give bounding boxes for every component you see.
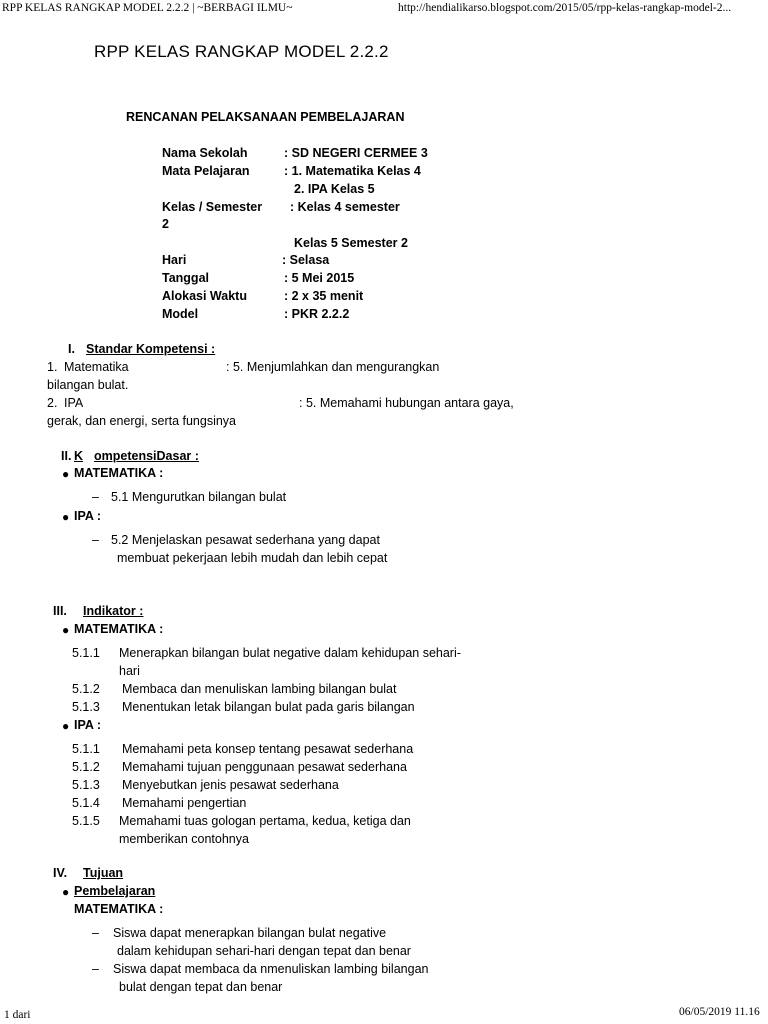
indikator-mat-num-1: 5.1.1	[72, 646, 100, 660]
indikator-ipa-label: IPA :	[74, 718, 102, 732]
indikator-mat-text-3: Menentukan letak bilangan bulat pada garis bilangan	[122, 700, 415, 714]
bullet-icon: ●	[62, 623, 70, 637]
indikator-ipa-text-5: Memahami tuas gologan pertama, kedua, ketiga dan	[119, 814, 411, 828]
alokasi-value: : 2 x 35 menit	[284, 289, 364, 303]
standar-item-1-cont: bilangan bulat.	[47, 378, 129, 392]
print-header-url[interactable]: http://hendialikarso.blogspot.com/2015/05/rpp-kelas-rangkap-model-2...	[398, 2, 732, 14]
tujuan-numeral: IV.	[53, 866, 68, 880]
dash-icon: –	[92, 533, 99, 547]
indikator-ipa-text-4: Memahami pengertian	[122, 796, 247, 810]
page-title: RPP KELAS RANGKAP MODEL 2.2.2	[94, 42, 389, 61]
kelas-semester-value-1: : Kelas 4 semester	[290, 200, 400, 214]
standar-item-1-text: : 5. Menjumlahkan dan mengurangkan	[226, 360, 440, 374]
bullet-icon: ●	[62, 719, 70, 733]
print-footer-datetime: 06/05/2019 11.16	[679, 1006, 760, 1018]
indikator-numeral: III.	[53, 604, 67, 618]
indikator-ipa-num-1: 5.1.1	[72, 742, 100, 756]
tujuan-item-2-cont: bulat dengan tepat dan benar	[119, 980, 283, 994]
model-label: Model	[162, 307, 199, 321]
tujuan-heading: Tujuan	[83, 866, 124, 880]
print-header-title: RPP KELAS RANGKAP MODEL 2.2.2 | ~BERBAGI ILMU~	[2, 2, 293, 14]
kompetensi-ipa-item-1: 5.2 Menjelaskan pesawat sederhana yang dapat	[111, 533, 380, 547]
bullet-icon: ●	[62, 467, 70, 481]
indikator-mat-num-3: 5.1.3	[72, 700, 100, 714]
dash-icon: –	[92, 962, 99, 976]
indikator-ipa-num-3: 5.1.3	[72, 778, 100, 792]
indikator-mat-cont-1: hari	[119, 664, 140, 678]
standar-item-1-subject: Matematika	[64, 360, 129, 374]
bullet-icon: ●	[62, 510, 70, 524]
tujuan-mat-label: MATEMATIKA :	[74, 902, 164, 916]
indikator-ipa-text-3: Menyebutkan jenis pesawat sederhana	[122, 778, 339, 792]
mata-pelajaran-value-1: : 1. Matematika Kelas 4	[284, 164, 421, 178]
kompetensi-mat-label: MATEMATIKA :	[74, 466, 164, 480]
model-value: : PKR 2.2.2	[284, 307, 350, 321]
alokasi-label: Alokasi Waktu	[162, 289, 247, 303]
tujuan-pembelajaran: Pembelajaran	[74, 884, 156, 898]
indikator-mat-num-2: 5.1.2	[72, 682, 100, 696]
kompetensi-ipa-label: IPA :	[74, 509, 102, 523]
indikator-mat-text-1: Menerapkan bilangan bulat negative dalam kehidupan sehari-	[119, 646, 461, 660]
indikator-heading: Indikator :	[83, 604, 144, 618]
dash-icon: –	[92, 926, 99, 940]
tujuan-item-2: Siswa dapat membaca da nmenuliskan lambing bilangan	[113, 962, 429, 976]
kompetensi-heading-k: K	[74, 449, 84, 463]
doc-subtitle: RENCANAN PELAKSANAAN PEMBELAJARAN	[126, 110, 405, 124]
kompetensi-ipa-item-2: membuat pekerjaan lebih mudah dan lebih cepat	[117, 551, 388, 565]
kelas-semester-wrap: 2	[162, 217, 169, 231]
standar-item-2-num: 2.	[47, 396, 58, 410]
indikator-ipa-num-5: 5.1.5	[72, 814, 100, 828]
indikator-mat-text-2: Membaca dan menuliskan lambing bilangan bulat	[122, 682, 397, 696]
indikator-ipa-cont-5: memberikan contohnya	[119, 832, 249, 846]
tujuan-item-1-cont: dalam kehidupan sehari-hari dengan tepat dan benar	[117, 944, 411, 958]
hari-value: : Selasa	[282, 253, 330, 267]
indikator-ipa-num-2: 5.1.2	[72, 760, 100, 774]
standar-item-2-cont: gerak, dan energi, serta fungsinya	[47, 414, 237, 428]
mata-pelajaran-value-2: 2. IPA Kelas 5	[294, 182, 375, 196]
print-footer-page: 1 dari	[4, 1009, 31, 1021]
kelas-semester-value-2: Kelas 5 Semester 2	[294, 236, 408, 250]
standar-item-1-num: 1.	[47, 360, 58, 374]
nama-sekolah-label: Nama Sekolah	[162, 146, 248, 160]
tanggal-value: : 5 Mei 2015	[284, 271, 355, 285]
hari-label: Hari	[162, 253, 187, 267]
standar-item-2-subject: IPA	[64, 396, 84, 410]
dash-icon: –	[92, 490, 99, 504]
standar-heading: Standar Kompetensi :	[86, 342, 216, 356]
standar-item-2-text: : 5. Memahami hubungan antara gaya,	[299, 396, 514, 410]
indikator-mat-label: MATEMATIKA :	[74, 622, 164, 636]
standar-numeral: I.	[68, 342, 75, 356]
kompetensi-numeral: II.	[61, 449, 72, 463]
nama-sekolah-value: : SD NEGERI CERMEE 3	[284, 146, 428, 160]
indikator-ipa-text-1: Memahami peta konsep tentang pesawat sederhana	[122, 742, 414, 756]
kelas-semester-label: Kelas / Semester	[162, 200, 263, 214]
mata-pelajaran-label: Mata Pelajaran	[162, 164, 250, 178]
bullet-icon: ●	[62, 885, 70, 899]
indikator-ipa-num-4: 5.1.4	[72, 796, 100, 810]
kompetensi-heading-rest: ompetensiDasar :	[94, 449, 199, 463]
tujuan-item-1: Siswa dapat menerapkan bilangan bulat negative	[113, 926, 387, 940]
tanggal-label: Tanggal	[162, 271, 209, 285]
kompetensi-mat-item: 5.1 Mengurutkan bilangan bulat	[111, 490, 287, 504]
indikator-ipa-text-2: Memahami tujuan penggunaan pesawat sederhana	[122, 760, 407, 774]
